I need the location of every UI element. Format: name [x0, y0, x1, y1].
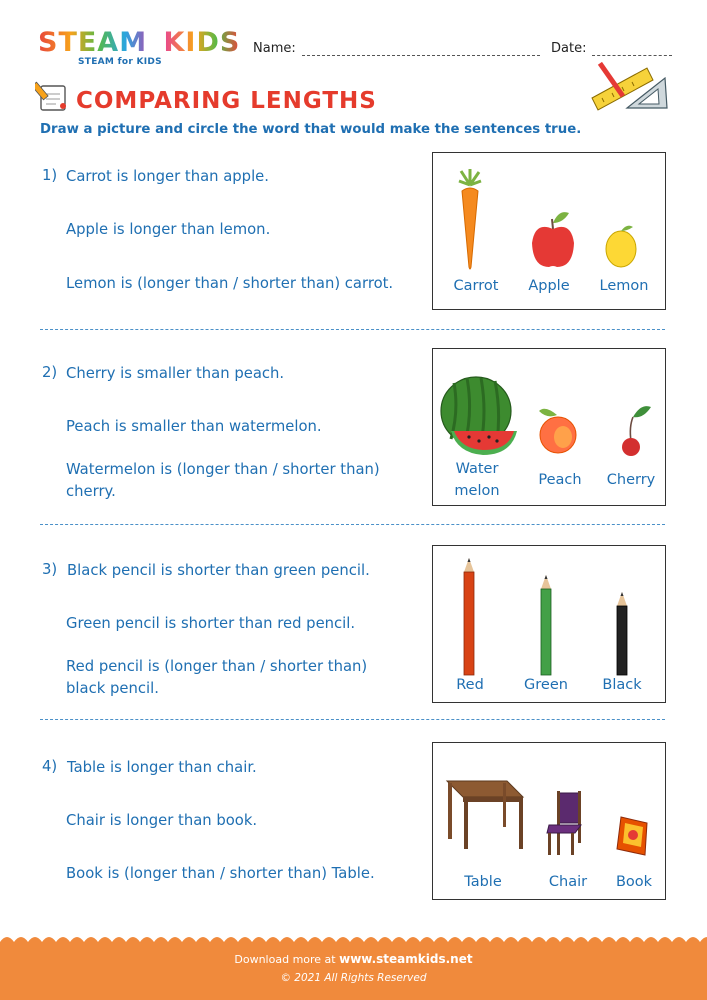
- question-number: 4): [42, 758, 58, 775]
- lemon-icon: [601, 221, 641, 271]
- picture-label: Red: [456, 677, 484, 693]
- chair-icon: [545, 791, 585, 857]
- picture-box[interactable]: [432, 348, 666, 506]
- footer-download: [0, 952, 707, 966]
- question-line: Watermelon is (longer than / shorter than): [66, 461, 380, 478]
- section-divider: [40, 524, 665, 525]
- question-number: 2): [42, 364, 58, 381]
- picture-box[interactable]: [432, 742, 666, 900]
- date-label: Date:: [551, 41, 587, 56]
- footer-bar: [0, 942, 707, 1000]
- cherry-icon: [611, 403, 653, 459]
- question-line: Carrot is longer than apple.: [66, 168, 269, 185]
- apple-icon: [529, 207, 577, 271]
- logo-subtitle: STEAM for KIDS: [78, 57, 162, 67]
- question-line: Cherry is smaller than peach.: [66, 365, 285, 382]
- section-divider: [40, 719, 665, 720]
- instruction: Draw a picture and circle the word that would make the sentences true.: [40, 122, 582, 137]
- red-pencil-icon: [463, 558, 475, 676]
- peach-icon: [537, 405, 579, 457]
- footer-download-text: Download more at: [234, 953, 336, 966]
- question-number: 1): [42, 167, 58, 184]
- notebook-pencil-icon: [35, 80, 71, 114]
- picture-label: Water: [455, 461, 499, 477]
- question-number: 3): [42, 561, 58, 578]
- question-line: Green pencil is shorter than red pencil.: [66, 615, 356, 632]
- green-pencil-icon: [540, 575, 552, 676]
- question-line: Chair is longer than book.: [66, 812, 258, 829]
- name-field[interactable]: [302, 55, 540, 56]
- logo: [38, 28, 240, 58]
- logo-steam: STEAM: [38, 27, 148, 58]
- question-line: Red pencil is (longer than / shorter than): [66, 658, 368, 675]
- footer-copyright: © 2021 All Rights Reserved: [280, 972, 427, 984]
- logo-kids: KIDS: [163, 27, 241, 58]
- black-pencil-icon: [616, 592, 628, 676]
- question-line: Table is longer than chair.: [67, 759, 257, 776]
- picture-label: Table: [464, 874, 502, 890]
- question-line: Apple is longer than lemon.: [66, 221, 271, 238]
- picture-label: Lemon: [599, 278, 649, 294]
- question-line: Book is (longer than / shorter than) Table.: [66, 865, 375, 882]
- date-field[interactable]: [592, 55, 672, 56]
- page-title: COMPARING LENGTHS: [76, 88, 377, 114]
- picture-label: melon: [454, 483, 500, 499]
- question-line: Peach is smaller than watermelon.: [66, 418, 322, 435]
- picture-label: Cherry: [606, 472, 656, 488]
- picture-box[interactable]: [432, 545, 666, 703]
- book-icon: [613, 813, 653, 859]
- picture-label: Carrot: [453, 278, 499, 294]
- name-label: Name:: [253, 41, 296, 56]
- question-line: Lemon is (longer than / shorter than) carrot.: [66, 275, 394, 292]
- carrot-icon: [455, 167, 485, 273]
- question-line: Black pencil is shorter than green pencil.: [67, 562, 370, 579]
- footer-scallop: [0, 932, 707, 946]
- section-divider: [40, 329, 665, 330]
- picture-label: Black: [602, 677, 642, 693]
- ruler-pencil-icon: [587, 60, 672, 115]
- question-line: cherry.: [66, 483, 116, 500]
- question-line: black pencil.: [66, 680, 159, 697]
- picture-label: Green: [524, 677, 568, 693]
- picture-box[interactable]: [432, 152, 666, 310]
- footer-site-link[interactable]: www.steamkids.net: [339, 952, 473, 966]
- watermelon-icon: [439, 373, 519, 457]
- picture-label: Apple: [528, 278, 570, 294]
- picture-label: Peach: [538, 472, 582, 488]
- table-icon: [443, 777, 527, 851]
- picture-label: Chair: [548, 874, 588, 890]
- picture-label: Book: [615, 874, 653, 890]
